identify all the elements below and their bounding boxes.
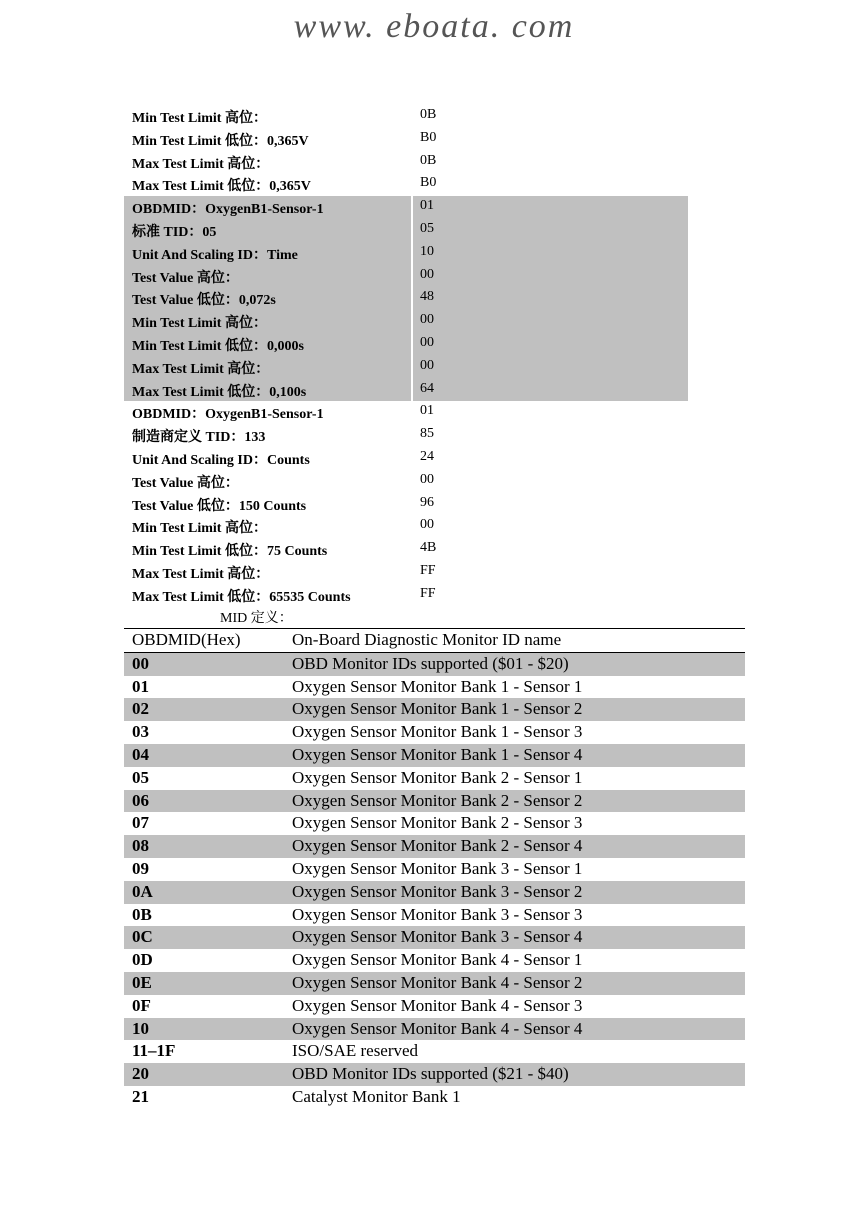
mid-table-row <box>124 926 745 949</box>
mid-name-cell: Oxygen Sensor Monitor Bank 3 - Sensor 1 <box>292 858 583 878</box>
mid-hex-cell: 10 <box>132 1018 149 1038</box>
mid-table-row <box>124 676 745 699</box>
mid-table-row <box>124 858 745 881</box>
test-result-row <box>124 310 688 333</box>
test-result-row <box>124 333 688 356</box>
mid-hex-cell: 07 <box>132 813 149 833</box>
mid-hex-cell: 04 <box>132 744 149 764</box>
test-result-row <box>124 356 688 379</box>
mid-name-cell: Oxygen Sensor Monitor Bank 2 - Sensor 2 <box>292 790 583 810</box>
column-divider <box>411 242 413 265</box>
test-result-value: 96 <box>420 494 434 510</box>
mid-hex-cell: 02 <box>132 699 149 719</box>
column-divider <box>411 356 413 379</box>
mid-table-row <box>124 653 745 676</box>
test-result-label: OBDMID：OxygenB1-Sensor-1 <box>132 407 324 423</box>
test-result-row <box>124 379 688 402</box>
test-result-label: 标准 TID：05 <box>132 224 217 240</box>
mid-hex-cell: 0F <box>132 995 151 1015</box>
test-result-row <box>124 493 688 516</box>
test-result-label: Max Test Limit 高位： <box>132 156 270 172</box>
mid-hex-cell: 01 <box>132 676 149 696</box>
test-result-label: Test Value 高位： <box>132 475 239 491</box>
mid-hex-cell: 0E <box>132 972 152 992</box>
mid-hex-cell: 08 <box>132 836 149 856</box>
test-result-label: Max Test Limit 高位： <box>132 566 270 582</box>
test-result-value: 05 <box>420 220 434 236</box>
mid-hex-cell: 05 <box>132 767 149 787</box>
test-result-value: FF <box>420 585 436 601</box>
mid-table-row <box>124 904 745 927</box>
test-result-value: 0B <box>420 152 437 168</box>
mid-name-cell: Oxygen Sensor Monitor Bank 4 - Sensor 3 <box>292 995 583 1015</box>
test-result-row <box>124 561 688 584</box>
mid-hex-cell: 06 <box>132 790 149 810</box>
test-result-row <box>124 151 688 174</box>
mid-hex-cell: 20 <box>132 1064 149 1084</box>
header-name: On-Board Diagnostic Monitor ID name <box>292 630 562 649</box>
mid-hex-cell: 03 <box>132 722 149 742</box>
test-result-value: 64 <box>420 380 434 396</box>
mid-definition-table <box>124 628 745 1109</box>
mid-table-row <box>124 812 745 835</box>
mid-caption: MID 定义： <box>220 611 293 626</box>
test-result-value: 0B <box>420 107 437 122</box>
test-result-value: B0 <box>420 129 437 145</box>
mid-name-cell: Oxygen Sensor Monitor Bank 1 - Sensor 4 <box>292 744 583 764</box>
mid-name-cell: OBD Monitor IDs supported ($01 - $20) <box>292 653 569 673</box>
test-result-label: Test Value 高位： <box>132 270 239 286</box>
test-result-value: 01 <box>420 198 434 214</box>
test-results-table <box>124 105 688 607</box>
mid-hex-cell: 0B <box>132 904 152 924</box>
mid-table-row <box>124 881 745 904</box>
mid-table-row <box>124 1063 745 1086</box>
test-result-row <box>124 265 688 288</box>
test-result-row <box>124 105 688 128</box>
mid-name-cell: OBD Monitor IDs supported ($21 - $40) <box>292 1064 569 1084</box>
mid-hex-cell: 00 <box>132 653 149 673</box>
mid-name-cell: Oxygen Sensor Monitor Bank 4 - Sensor 2 <box>292 972 583 992</box>
mid-hex-cell: 21 <box>132 1086 149 1106</box>
column-divider <box>411 219 413 242</box>
column-divider <box>411 379 413 402</box>
mid-table-row <box>124 744 745 767</box>
test-result-label: Min Test Limit 低位：0,000s <box>132 338 304 354</box>
test-result-value: 24 <box>420 448 434 464</box>
column-divider <box>411 333 413 356</box>
mid-name-cell: Oxygen Sensor Monitor Bank 1 - Sensor 3 <box>292 722 583 742</box>
test-result-row <box>124 173 688 196</box>
column-divider <box>411 265 413 288</box>
mid-name-cell: Oxygen Sensor Monitor Bank 3 - Sensor 4 <box>292 927 583 947</box>
mid-hex-cell: 0A <box>132 881 153 901</box>
test-result-label: Min Test Limit 高位： <box>132 521 267 537</box>
test-result-label: Test Value 低位：150 Counts <box>132 498 307 514</box>
mid-table-header <box>124 629 745 653</box>
test-result-value: 00 <box>420 334 434 350</box>
column-divider <box>411 310 413 333</box>
test-result-value: 00 <box>420 357 434 373</box>
mid-name-cell: Catalyst Monitor Bank 1 <box>292 1086 461 1106</box>
test-result-label: Min Test Limit 高位： <box>132 111 267 126</box>
mid-table-row <box>124 1018 745 1041</box>
test-result-row <box>124 538 688 561</box>
test-result-value: FF <box>420 562 436 578</box>
watermark-text: www. eboata. com <box>293 8 575 45</box>
mid-name-cell: Oxygen Sensor Monitor Bank 2 - Sensor 1 <box>292 767 583 787</box>
mid-name-cell: Oxygen Sensor Monitor Bank 4 - Sensor 4 <box>292 1018 583 1038</box>
test-result-value: 00 <box>420 471 434 487</box>
test-result-label: Max Test Limit 低位：65535 Counts <box>132 589 351 605</box>
mid-name-cell: Oxygen Sensor Monitor Bank 2 - Sensor 3 <box>292 813 583 833</box>
test-result-value: 4B <box>420 540 437 556</box>
test-result-label: Max Test Limit 低位：0,365V <box>132 179 311 195</box>
mid-table-row <box>124 972 745 995</box>
test-result-value: 00 <box>420 312 434 328</box>
mid-hex-cell: 0D <box>132 950 153 970</box>
test-result-row <box>124 219 688 242</box>
test-result-label: Unit And Scaling ID：Counts <box>132 452 310 468</box>
test-result-row <box>124 242 688 265</box>
mid-table-row <box>124 835 745 858</box>
test-result-row <box>124 424 688 447</box>
mid-name-cell: Oxygen Sensor Monitor Bank 3 - Sensor 2 <box>292 881 583 901</box>
mid-name-cell: ISO/SAE reserved <box>292 1041 419 1061</box>
test-result-label: 制造商定义 TID：133 <box>132 430 266 446</box>
test-result-row <box>124 584 688 607</box>
header-hex: OBDMID(Hex) <box>132 630 241 649</box>
test-result-value: 01 <box>420 403 434 419</box>
test-result-label: Max Test Limit 低位：0,100s <box>132 384 307 400</box>
mid-name-cell: Oxygen Sensor Monitor Bank 1 - Sensor 2 <box>292 699 583 719</box>
test-result-label: OBDMID：OxygenB1-Sensor-1 <box>132 202 324 218</box>
test-result-label: Min Test Limit 低位：0,365V <box>132 133 309 149</box>
test-result-value: 85 <box>420 426 434 442</box>
test-result-label: Unit And Scaling ID：Time <box>132 247 298 263</box>
mid-hex-cell: 11–1F <box>132 1041 176 1061</box>
mid-name-cell: Oxygen Sensor Monitor Bank 1 - Sensor 1 <box>292 676 583 696</box>
mid-table-row <box>124 790 745 813</box>
test-result-value: 00 <box>420 266 434 282</box>
test-result-label: Test Value 低位：0,072s <box>132 293 276 309</box>
column-divider <box>411 196 413 219</box>
test-result-value: 48 <box>420 289 434 305</box>
test-result-row <box>124 515 688 538</box>
mid-hex-cell: 09 <box>132 858 149 878</box>
test-result-row <box>124 470 688 493</box>
mid-table-row <box>124 698 745 721</box>
mid-table-row <box>124 995 745 1018</box>
test-result-label: Max Test Limit 高位： <box>132 361 270 377</box>
test-result-row <box>124 447 688 470</box>
mid-name-cell: Oxygen Sensor Monitor Bank 4 - Sensor 1 <box>292 950 583 970</box>
mid-name-cell: Oxygen Sensor Monitor Bank 2 - Sensor 4 <box>292 836 583 856</box>
mid-name-cell: Oxygen Sensor Monitor Bank 3 - Sensor 3 <box>292 904 583 924</box>
mid-table-row <box>124 1040 745 1063</box>
test-result-row <box>124 287 688 310</box>
test-result-row <box>124 196 688 219</box>
mid-table-row <box>124 767 745 790</box>
mid-table-row <box>124 721 745 744</box>
column-divider <box>411 287 413 310</box>
test-result-label: Min Test Limit 低位：75 Counts <box>132 544 328 560</box>
test-result-value: 00 <box>420 517 434 533</box>
test-result-row <box>124 401 688 424</box>
test-result-row <box>124 128 688 151</box>
test-result-label: Min Test Limit 高位： <box>132 316 267 332</box>
mid-table-row <box>124 1086 745 1109</box>
mid-table-row <box>124 949 745 972</box>
test-result-value: 10 <box>420 243 434 259</box>
test-result-value: B0 <box>420 175 437 191</box>
mid-hex-cell: 0C <box>132 927 153 947</box>
